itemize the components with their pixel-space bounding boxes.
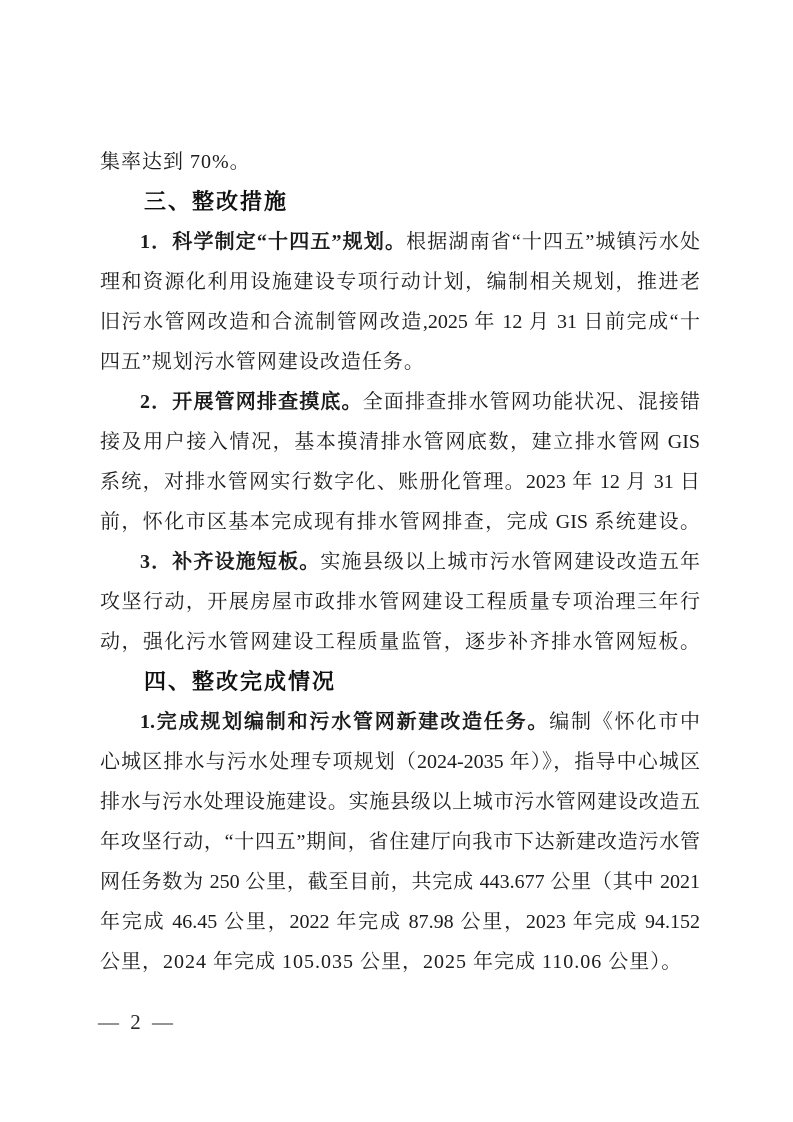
paragraph-1-rest: 根据湖南省“十四五”城镇污水处 (406, 231, 700, 253)
paragraph-4-line-1 (100, 702, 700, 742)
paragraph-1-lead: 1．科学制定“十四五”规划。 (140, 231, 407, 253)
document-body (100, 142, 700, 982)
paragraph-1-line-4: 四五”规划污水管网建设改造任务。 (100, 351, 425, 373)
paragraph-1-line-1 (100, 222, 700, 262)
paragraph-4-line-7: 公里，2024 年完成 105.035 公里，2025 年完成 110.06 公里）。 (100, 951, 683, 973)
paragraph-2-line-3: 系统，对排水管网实行数字化、账册化管理。2023 年 12 月 31 日 (100, 471, 700, 493)
page-number: — 2 — (98, 1010, 176, 1034)
paragraph-3-lead: 3．补齐设施短板。 (140, 551, 321, 573)
paragraph-4-line-5: 网任务数为 250 公里，截至目前，共完成 443.677 公里（其中 2021 (100, 871, 700, 893)
body-line-collection-rate: 集率达到 70%。 (100, 151, 251, 173)
paragraph-2-line-1 (100, 382, 700, 422)
section-heading-rectification-measures: 三、整改措施 (144, 189, 289, 214)
section-heading-completion-status: 四、整改完成情况 (144, 669, 337, 694)
paragraph-3-line-1 (100, 542, 700, 582)
paragraph-2-lead: 2．开展管网排查摸底。 (140, 391, 363, 413)
paragraph-2-line-2: 接及用户接入情况，基本摸清排水管网底数，建立排水管网 GIS (100, 431, 700, 453)
paragraph-2-rest: 全面排查排水管网功能状况、混接错 (362, 391, 701, 413)
paragraph-4-lead: 1.完成规划编制和污水管网新建改造任务。 (140, 711, 550, 733)
paragraph-4-line-6: 年完成 46.45 公里，2022 年完成 87.98 公里，2023 年完成 94.152 (100, 911, 700, 933)
paragraph-4-line-3: 排水与污水处理设施建设。实施县级以上城市污水管网建设改造五 (100, 791, 700, 813)
paragraph-3-line-2: 攻坚行动，开展房屋市政排水管网建设工程质量专项治理三年行 (100, 591, 700, 613)
paragraph-4-line-4: 年攻坚行动，“十四五”期间，省住建厅向我市下达新建改造污水管 (100, 831, 700, 853)
paragraph-1-line-3: 旧污水管网改造和合流制管网改造,2025 年 12 月 31 日前完成“十 (100, 311, 700, 333)
paragraph-2-line-4: 前，怀化市区基本完成现有排水管网排查，完成 GIS 系统建设。 (100, 511, 700, 533)
paragraph-3-rest: 实施县级以上城市污水管网建设改造五年 (320, 551, 701, 573)
paragraph-4-rest: 编制《怀化市中 (549, 711, 701, 733)
paragraph-3-line-3: 动，强化污水管网建设工程质量监管，逐步补齐排水管网短板。 (100, 631, 700, 653)
paragraph-4-line-2: 心城区排水与污水处理专项规划（2024-2035 年）》，指导中心城区 (100, 751, 700, 773)
paragraph-1-line-2: 理和资源化利用设施建设专项行动计划，编制相关规划，推进老 (100, 271, 700, 293)
